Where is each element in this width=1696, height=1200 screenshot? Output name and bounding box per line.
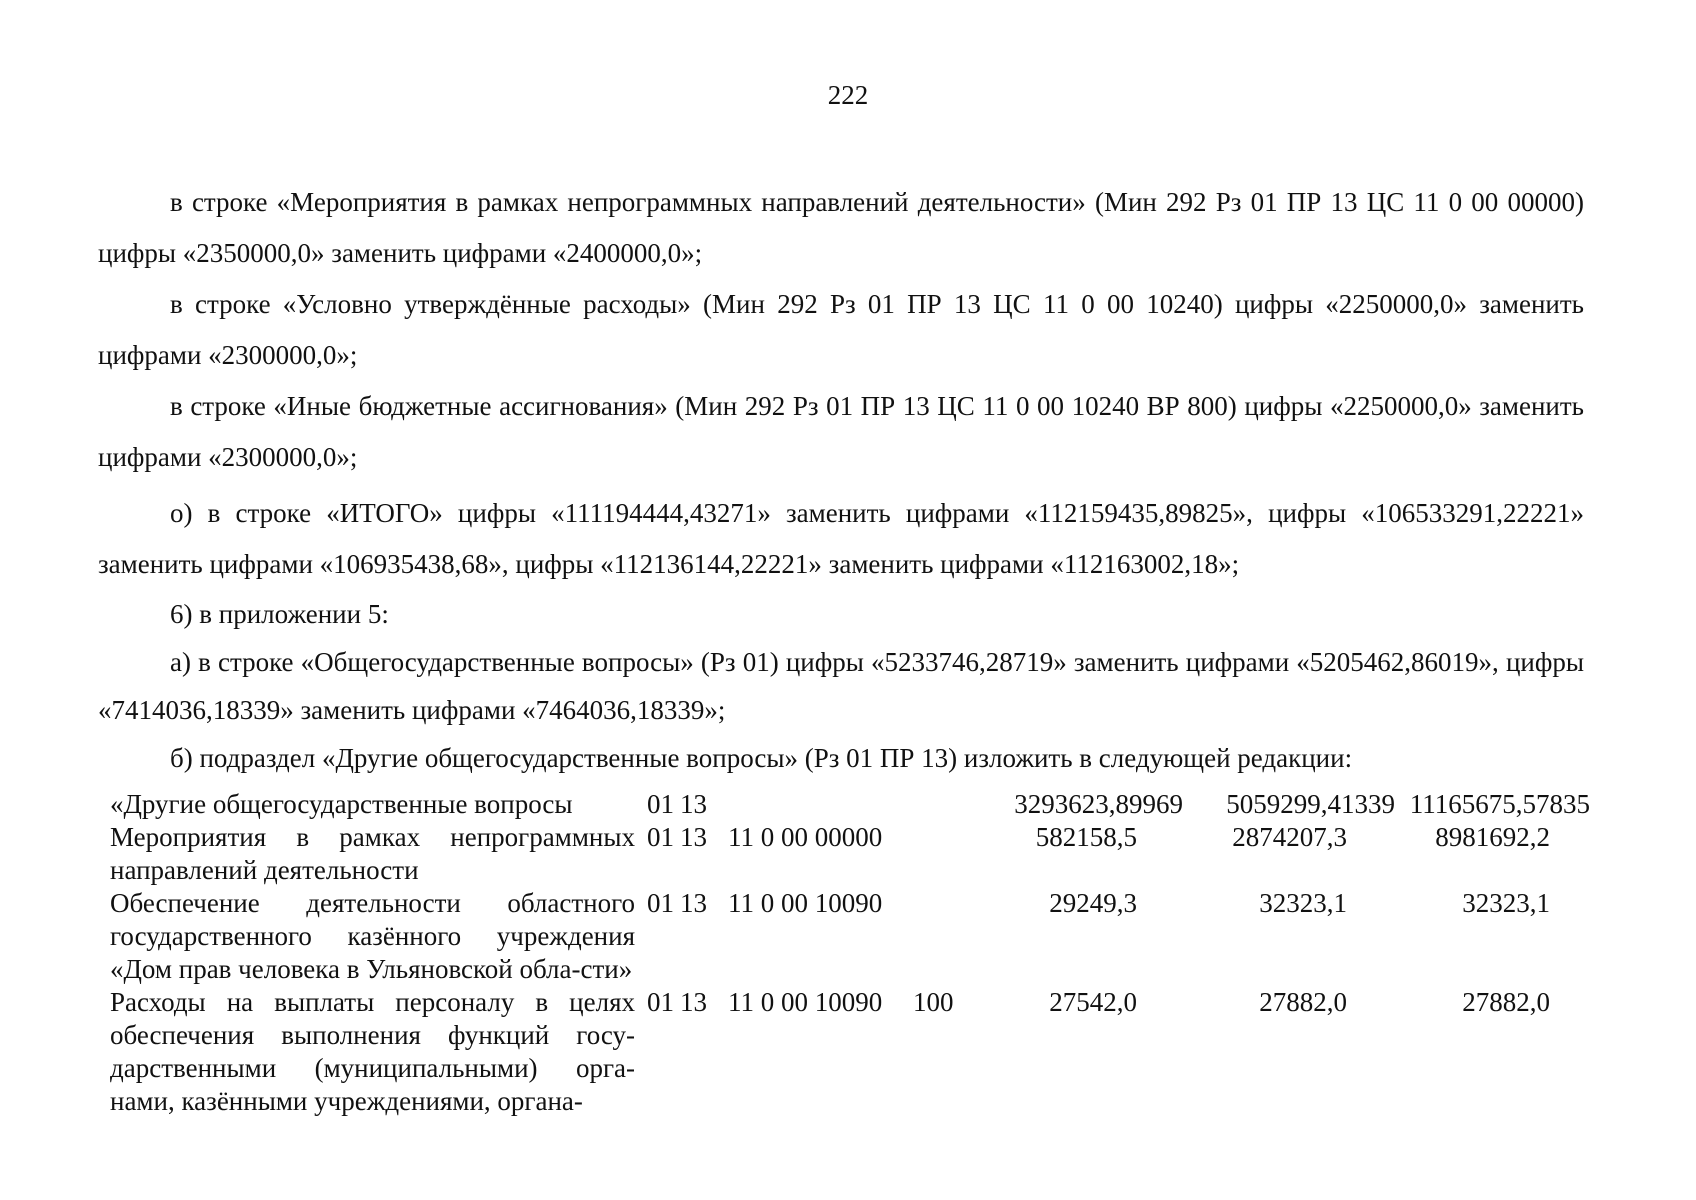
row-value-2: 32323,1 (1259, 888, 1347, 918)
table-row (110, 986, 1590, 1118)
row-value-1: 29249,3 (1049, 888, 1137, 918)
table-row (110, 887, 1590, 986)
row-cs: 11 0 00 10090 (728, 987, 883, 1017)
row-cs (728, 788, 913, 821)
paragraph-7: б) подраздел «Другие общегосударственные вопросы» (Рз 01 ПР 13) изложить в следующей редакции: (170, 743, 1353, 773)
paragraph-5: 6) в приложении 5: (170, 599, 389, 629)
row-value-3: 8981692,2 (1435, 822, 1550, 852)
row-pr: 13 (680, 987, 707, 1017)
row-value-1: 3293623,89969 (1014, 789, 1183, 819)
row-value-1: 582158,5 (1035, 822, 1137, 852)
row-value-1: 27542,0 (1049, 987, 1137, 1017)
row-value-2: 27882,0 (1259, 987, 1347, 1017)
row-value-3: 27882,0 (1462, 987, 1550, 1017)
paragraph-3: в строке «Иные бюджетные ассигнования» (Мин 292 Рз 01 ПР 13 ЦС 11 0 00 10240 ВР 800) цифры «2250000,0» заменить цифрами «2300000,0»; (98, 391, 1584, 472)
row-rz: 01 (647, 822, 674, 852)
row-name: Расходы на выплаты персоналу в целях обеспечения выполнения функций госу-дарственными (муниципальными) орга-нами, казёнными учреждениями, органа- (110, 987, 635, 1116)
row-value-3: 32323,1 (1462, 888, 1550, 918)
row-name: «Другие общегосударственные вопросы (110, 789, 573, 819)
row-rz: 01 (647, 987, 674, 1017)
row-pr: 13 (680, 789, 707, 819)
row-name: Мероприятия в рамках непрограммных направлений деятельности (110, 822, 635, 885)
paragraph-6: а) в строке «Общегосударственные вопросы» (Рз 01) цифры «5233746,28719» заменить цифрами «5205462,86019», цифры «7414036,18339» заменить цифрами «7464036,18339»; (98, 647, 1584, 725)
row-vr (913, 821, 983, 887)
row-vr (913, 887, 983, 986)
row-value-2: 5059299,41339 (1226, 789, 1395, 819)
row-cs: 11 0 00 10090 (728, 888, 883, 918)
row-pr: 13 (680, 888, 707, 918)
row-cs: 11 0 00 00000 (728, 822, 883, 852)
document-body (98, 177, 1584, 782)
table-row (110, 821, 1590, 887)
row-value-3: 11165675,57835 (1409, 789, 1590, 819)
budget-table (110, 788, 1590, 1118)
row-vr (913, 788, 983, 821)
row-rz: 01 (647, 888, 674, 918)
table-row (110, 788, 1590, 821)
paragraph-4: о) в строке «ИТОГО» цифры «111194444,43271» заменить цифрами «112159435,89825», цифры «106533291,22221» заменить цифрами «106935438,68», цифры «112136144,22221» заменить цифрами «112163002,18»; (98, 498, 1584, 579)
row-rz: 01 (647, 789, 674, 819)
row-vr: 100 (913, 987, 954, 1017)
paragraph-2: в строке «Условно утверждённые расходы» (Мин 292 Рз 01 ПР 13 ЦС 11 0 00 10240) цифры «2250000,0» заменить цифрами «2300000,0»; (98, 289, 1584, 370)
page-number: 222 (827, 80, 869, 110)
row-pr: 13 (680, 822, 707, 852)
row-value-2: 2874207,3 (1232, 822, 1347, 852)
row-name: Обеспечение деятельности областного государственного казённого учреждения «Дом прав человека в Ульяновской обла-сти» (110, 888, 635, 984)
paragraph-1: в строке «Мероприятия в рамках непрограммных направлений деятельности» (Мин 292 Рз 01 ПР 13 ЦС 11 0 00 00000) цифры «2350000,0» заменить цифрами «2400000,0»; (98, 187, 1584, 268)
